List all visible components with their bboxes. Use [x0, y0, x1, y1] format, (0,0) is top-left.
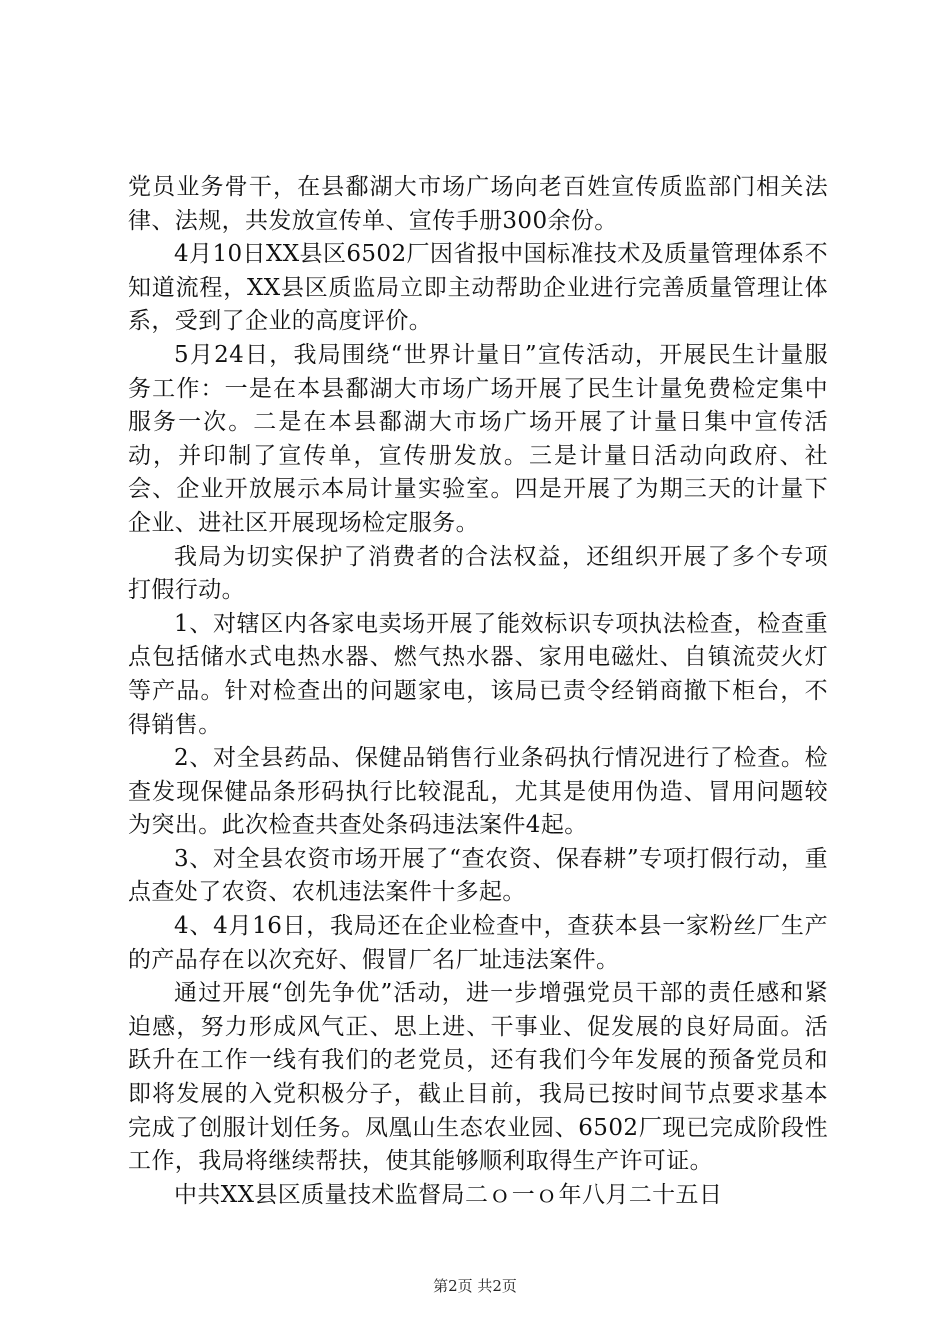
document-body: [128, 171, 828, 1212]
page-number-footer: 第2页 共2页: [433, 1277, 517, 1295]
paragraph-item-3: 3、对全县农资市场开展了“查农资、保春耕”专项打假行动，重点查处了农资、农机违法案件十多起。: [128, 845, 828, 906]
paragraph-continuation: 党员业务骨干，在县鄱湖大市场广场向老百姓宣传质监部门相关法律、法规，共发放宣传单、宣传手册300余份。: [128, 174, 828, 234]
paragraph-consumer-protection: 我局为切实保护了消费者的合法权益，还组织开展了多个专项打假行动。: [128, 543, 828, 604]
paragraph-april-10: 4月10日XX县区6502厂因省报中国标准技术及质量管理体系不知道流程，XX县区质监局立即主动帮助企业进行完善质量管理让体系，受到了企业的高度评价。: [128, 241, 828, 335]
paragraph-may-24: 5月24日，我局围绕“世界计量日”宣传活动，开展民生计量服务工作：一是在本县鄱湖大市场广场开展了民生计量免费检定集中服务一次。二是在本县鄱湖大市场广场开展了计量日集中宣传活动，并印制了宣传单，宣传册发放。三是计量日活动向政府、社会、企业开放展示本局计量实验室。四是开展了为期三天的计量下企业、进社区开展现场检定服务。: [128, 341, 828, 536]
paragraph-item-4: 4、4月16日，我局还在企业检查中，查获本县一家粉丝厂生产的产品存在以次充好、假冒厂名厂址违法案件。: [128, 913, 828, 973]
paragraph-chuangxian: 通过开展“创先争优”活动，进一步增强党员干部的责任感和紧迫感，努力形成风气正、思上进、干事业、促发展的良好局面。活跃升在工作一线有我们的老党员，还有我们今年发展的预备党员和即将发展的入党积极分子，截止目前，我局已按时间节点要求基本完成了创服计划任务。凤凰山生态农业园、6502厂现已完成阶段性工作，我局将继续帮扶，使其能够顺利取得生产许可证。: [128, 980, 828, 1175]
paragraph-item-1: 1、对辖区内各家电卖场开展了能效标识专项执法检查，检查重点包括储水式电热水器、燃气热水器、家用电磁灶、自镇流荧火灯等产品。针对检查出的问题家电，该局已责令经销商撤下柜台，不得销售。: [128, 610, 828, 738]
paragraph-item-2: 2、对全县药品、保健品销售行业条码执行情况进行了检查。检查发现保健品条形码执行比较混乱，尤其是使用伪造、冒用问题较为突出。此次检查共查处条码违法案件4起。: [128, 745, 828, 839]
signature-line: 中共XX县区质量技术监督局二ｏ一ｏ年八月二十五日: [174, 1181, 723, 1208]
